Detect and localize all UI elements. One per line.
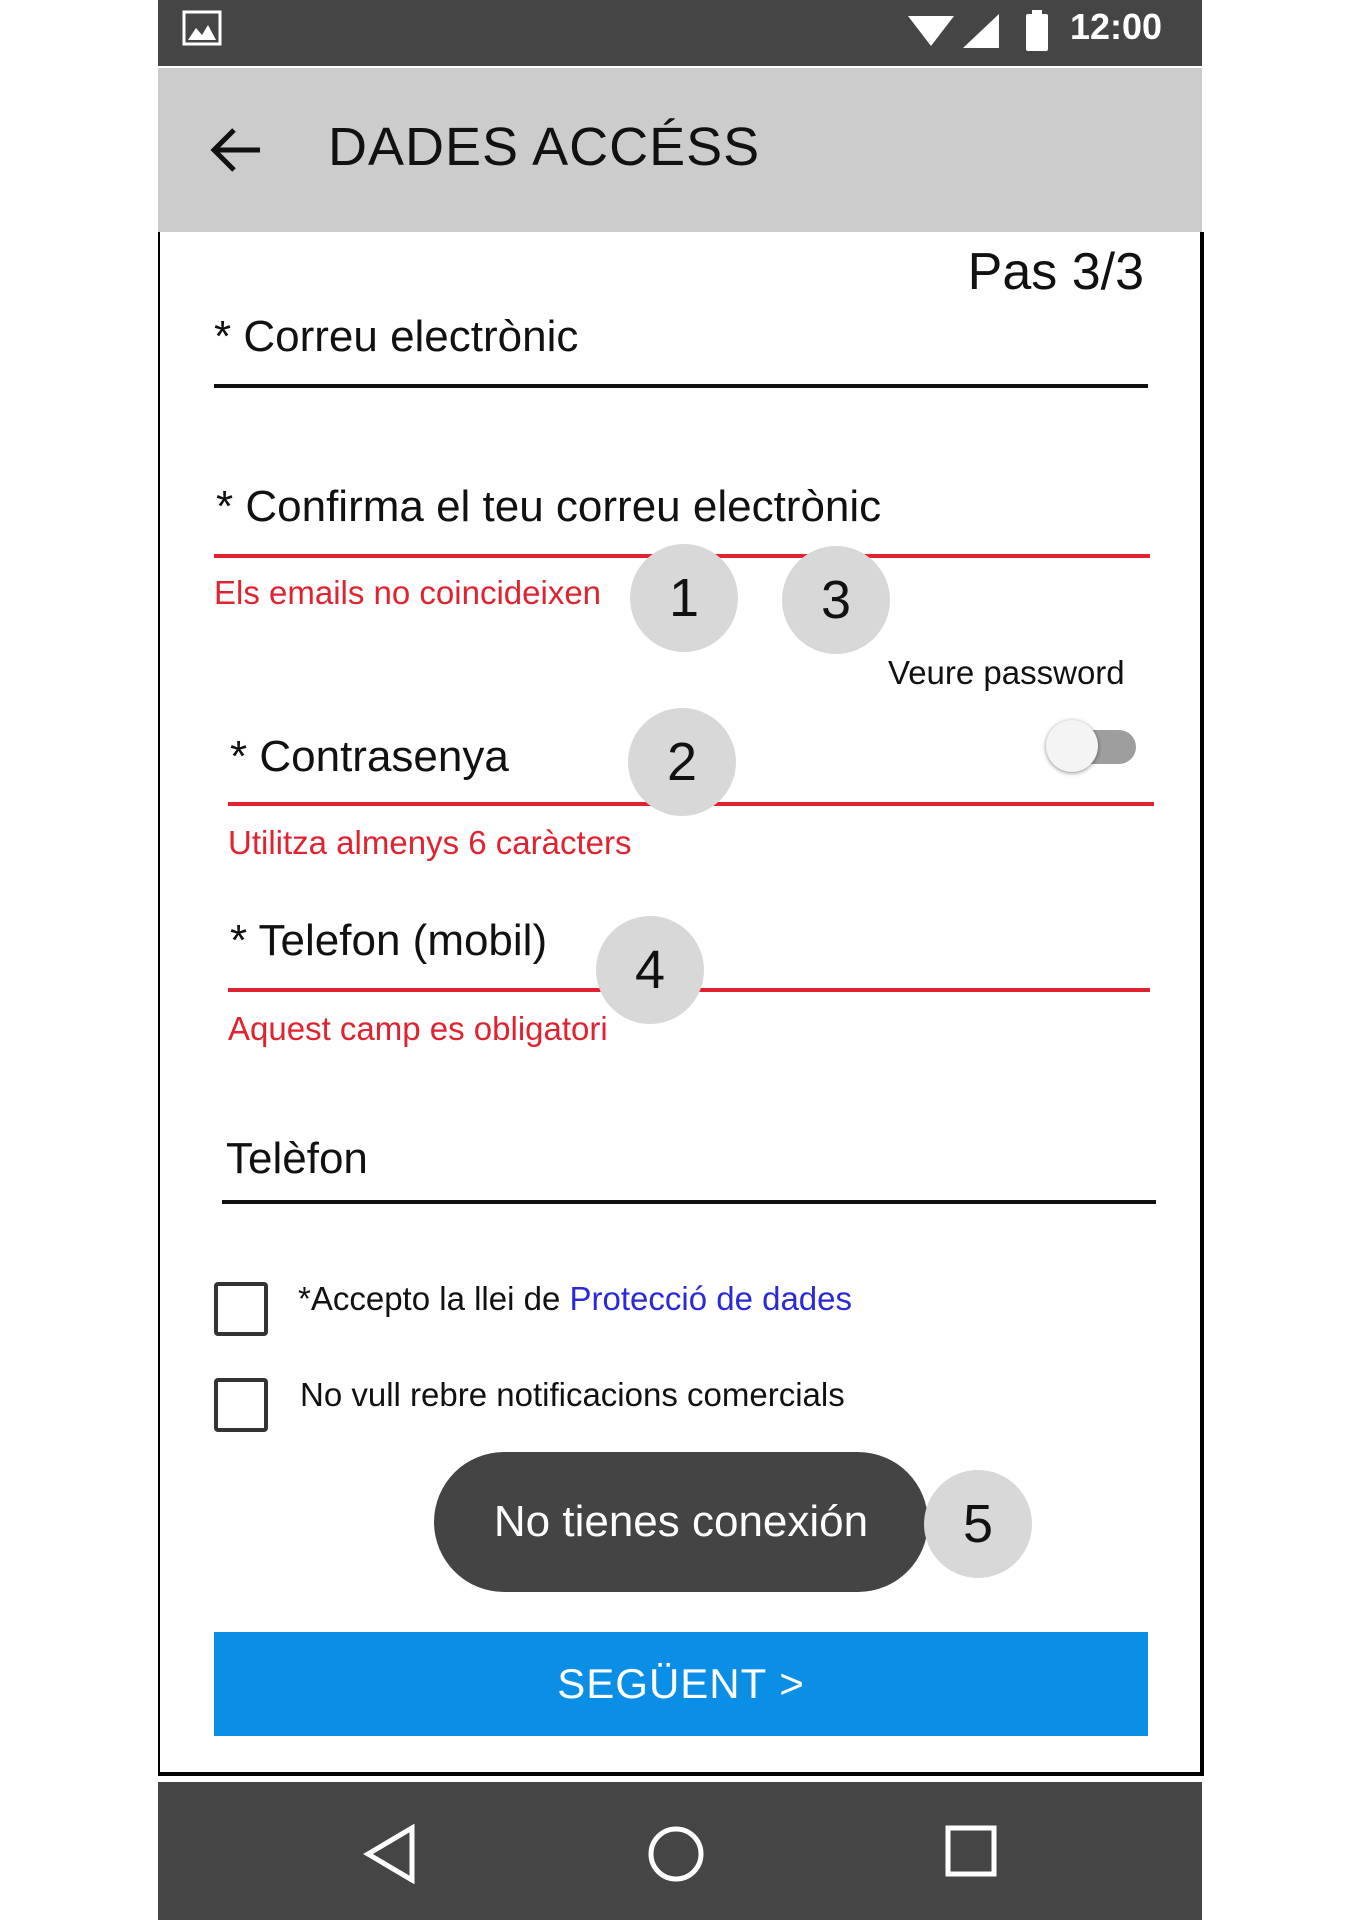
show-password-toggle[interactable] [1046, 720, 1138, 772]
back-arrow-icon[interactable] [208, 122, 264, 178]
wifi-icon [908, 12, 954, 48]
status-bar [158, 0, 1202, 66]
no-connection-toast: No tienes conexión [434, 1452, 928, 1592]
page-title: DADES ACCÉSS [328, 117, 761, 177]
nav-recents-icon[interactable] [944, 1824, 998, 1878]
signal-icon [961, 12, 1001, 50]
privacy-prefix: *Accepto la llei de [298, 1280, 570, 1317]
password-field[interactable]: * Contrasenya [230, 732, 509, 781]
clock: 12:00 [1070, 6, 1163, 47]
annotation-badge-4: 4 [596, 916, 704, 1024]
app-bar [158, 68, 1202, 232]
show-password-label: Veure password [888, 654, 1125, 691]
step-indicator: Pas 3/3 [967, 243, 1144, 301]
form-container [158, 232, 1204, 1776]
privacy-text [298, 1280, 852, 1318]
mobile-phone-error: Aquest camp es obligatori [228, 1010, 608, 1047]
annotation-badge-1: 1 [630, 544, 738, 652]
notifications-checkbox[interactable] [214, 1378, 268, 1432]
annotation-badge-3: 3 [782, 546, 890, 654]
toggle-knob [1046, 720, 1098, 772]
confirm-email-field[interactable]: * Confirma el teu correu electrònic [216, 482, 882, 531]
nav-home-icon[interactable] [646, 1824, 706, 1884]
privacy-checkbox[interactable] [214, 1282, 268, 1336]
navigation-bar [158, 1782, 1202, 1920]
annotation-badge-5: 5 [924, 1470, 1032, 1578]
phone-underline [222, 1200, 1156, 1204]
notifications-text: No vull rebre notificacions comercials [300, 1376, 845, 1413]
email-underline [214, 384, 1148, 388]
phone-field[interactable]: Telèfon [226, 1134, 368, 1183]
confirm-email-error: Els emails no coincideixen [214, 574, 602, 611]
annotation-badge-2: 2 [628, 708, 736, 816]
image-notification-icon [182, 10, 222, 46]
email-field[interactable]: * Correu electrònic [214, 312, 579, 361]
phone-frame [158, 0, 1202, 1920]
privacy-link[interactable]: Protecció de dades [569, 1280, 853, 1317]
mobile-phone-field[interactable]: * Telefon (mobil) [230, 916, 548, 965]
nav-back-icon[interactable] [362, 1824, 418, 1884]
battery-icon [1024, 10, 1050, 52]
password-error: Utilitza almenys 6 caràcters [228, 824, 632, 861]
next-button[interactable]: SEGÜENT > [214, 1632, 1148, 1736]
